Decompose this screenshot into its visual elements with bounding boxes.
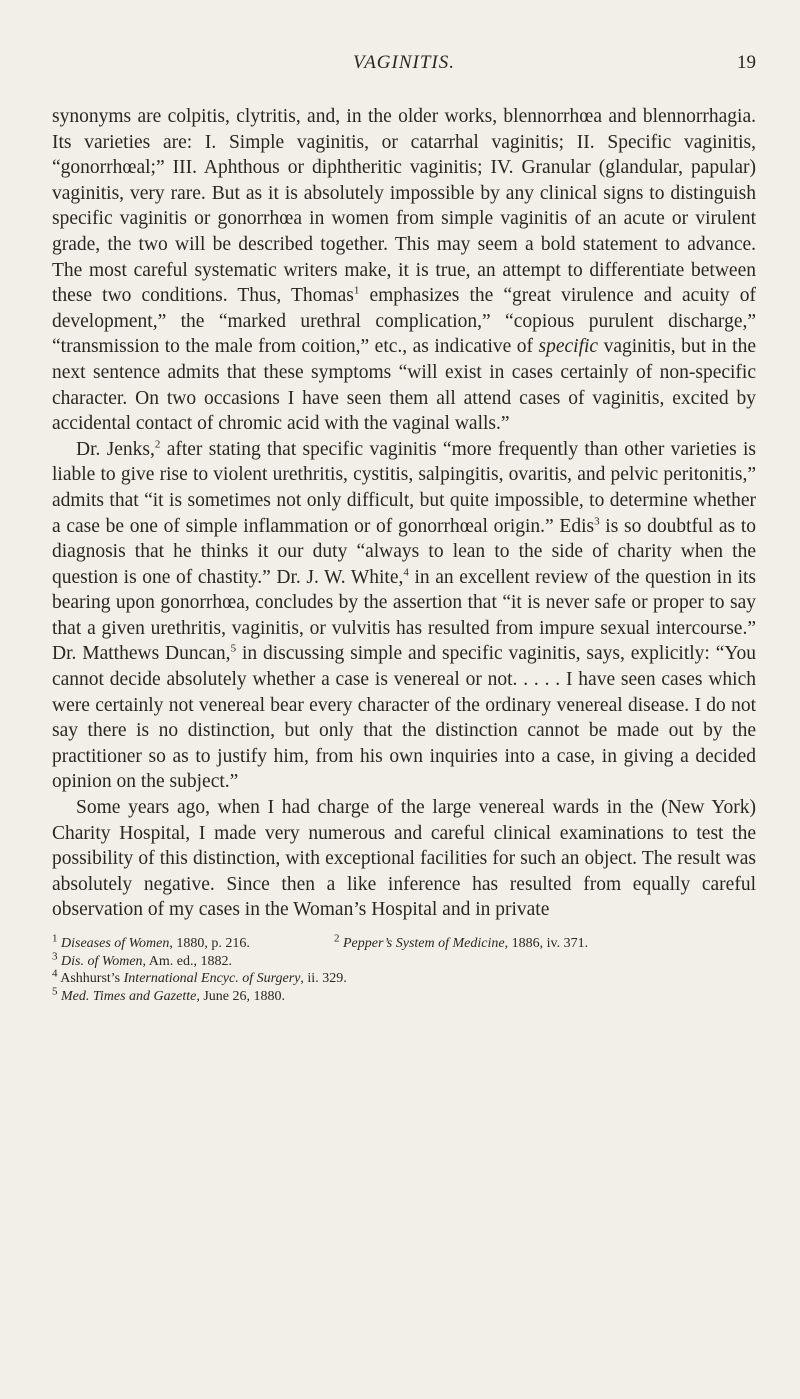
- running-head: [52, 52, 756, 82]
- footnote-1: $^1$ Diseases of Women, 1880, p. 216.: [52, 932, 250, 951]
- footnote-row: [52, 932, 756, 953]
- footnote-ref-4: 4: [403, 566, 409, 579]
- footnote-ref-1: 1: [353, 284, 360, 297]
- footnote-ref-2: 2: [154, 438, 161, 451]
- body-text: [52, 104, 756, 923]
- footnote-row: [52, 967, 756, 988]
- paragraph-2: Dr. Jenks,$^2$ after stating that specific vaginitis “more frequently than other varieties is liable to give rise to violent urethritis, cystitis, salpingitis, ovaritis, and pelvic peritonitis,” admits that “it is sometimes not only difficult, but quite impossible, to determine whether a case be one of simple inflammation or of gonorrhœal origin.” Edis$^3$ is so doubtful as to diagnosis that he thinks it our duty “always to lean to the side of charity when the question is one of chastity.” Dr. J. W. White,$^4$ in an excellent review of the question in its bearing upon gonorrhœa, concludes by the assertion that “it is never safe or proper to say that a given urethritis, vaginitis, or vulvitis has resulted from impure sexual intercourse.” Dr. Matthews Duncan,$^5$ in discussing simple and specific vaginitis, says, explicitly: “You cannot decide absolutely whether a case is venereal or not. . . . . I have seen cases which were certainly not venereal bear every character of the ordinary venereal disease. I do not say there is no distinction, but only that the distinction cannot be made out by the practitioner so as to justify him, from his own inquiries into a case, in giving a decided opinion on the subject.”: [52, 438, 756, 793]
- emphasis-specific: specific: [538, 336, 599, 358]
- footnote-2: $^2$ Pepper’s System of Medicine, 1886, iv. 371.: [334, 932, 589, 951]
- footnote-row: [52, 985, 756, 1006]
- footnote-3: $^3$ Dis. of Women, Am. ed., 1882.: [52, 949, 232, 969]
- footnote-4: $^4$ Ashhurst’s International Encyc. of Surgery, ii. 329.: [52, 967, 347, 987]
- paragraph-3: Some years ago, when I had charge of the large venereal wards in the (New York) Charity Hospital, I made very numerous and careful clinical examinations to test the possibility of this distinction, with exceptional facilities for such an object. The result was absolutely negative. Since then a like inference has resulted from equally careful observation of my cases in the Woman’s Hospital and in private: [52, 797, 756, 921]
- footnote-row: [52, 949, 756, 971]
- footnotes: [52, 932, 756, 1005]
- running-title: VAGINITIS.: [353, 52, 455, 73]
- footnote-ref-5: 5: [230, 642, 237, 655]
- footnote-5: $^5$ Med. Times and Gazette, June 26, 1880.: [52, 985, 285, 1004]
- footnote-ref-3: 3: [594, 515, 600, 527]
- page-number: 19: [737, 52, 756, 73]
- paragraph-1: synonyms are colpitis, clytritis, and, in the older works, blennorrhœa and blennorrhagia. Its varieties are: I. Simple vaginitis, or catarrhal vaginitis; II. Specific vaginitis, “gonorrhœal;” III. Aphthous or diphtheritic vaginitis; IV. Granular (glandular, papular) vaginitis, very rare. But as it is absolutely impossible by any clinical signs to distinguish specific vaginitis or gonorrhœa in women from simple vaginitis of an acute or virulent grade, the two will be described together. This may seem a bold statement to advance. The most careful systematic writers make, it is true, an attempt to differentiate between these two conditions. Thus, Thomas$^1$ emphasizes the “great virulence and acuity of development,” the “marked urethral complication,” “copious purulent discharge,” “transmission to the male from coition,” etc., as indicative of specific vaginitis, but in the next sentence admits that these symptoms “will exist in cases certainly of non-specific character. On two occasions I have seen them all attend cases of vaginitis, excited by accidental contact of chromic acid with the vaginal walls.”: [52, 106, 757, 435]
